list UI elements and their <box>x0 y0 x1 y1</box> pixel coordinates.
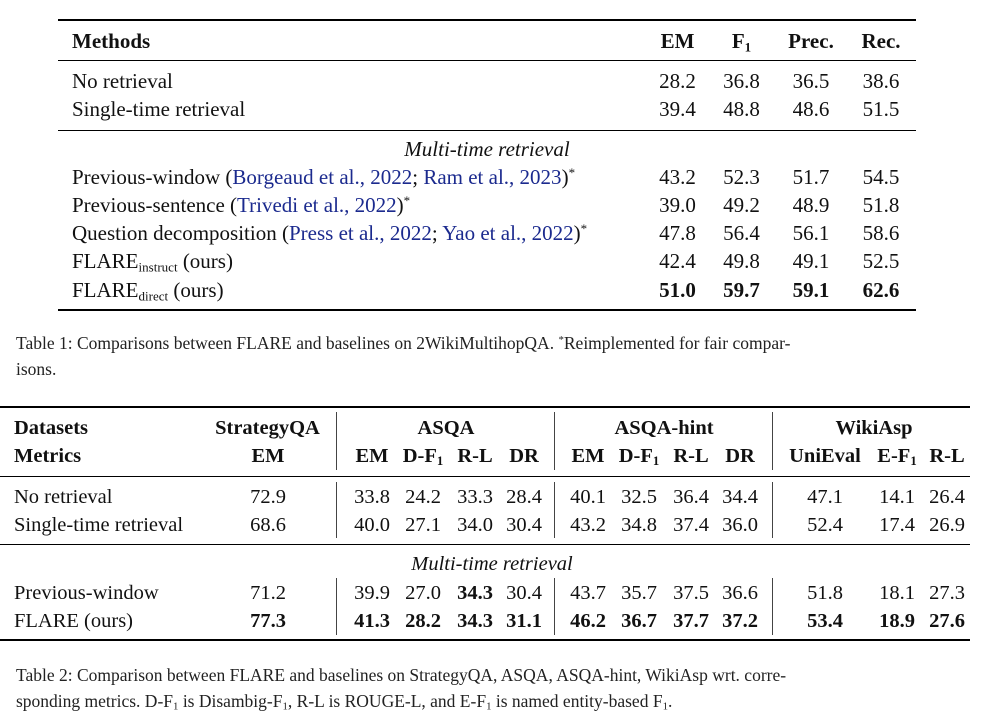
table2-cell: 37.4 <box>673 514 709 536</box>
table2-bottom-rule <box>0 639 970 641</box>
table2-vsep <box>772 482 773 538</box>
table2-metric-hint-dr: DR <box>725 445 755 467</box>
table2-cell: 47.1 <box>807 486 843 508</box>
table2-cell: 37.5 <box>673 582 709 604</box>
table1-cell: 56.1 <box>792 221 830 245</box>
table2-vsep <box>336 482 337 538</box>
table2-cell: 18.1 <box>879 582 915 604</box>
table2-cell: 43.7 <box>570 582 606 604</box>
table2-metric-asqa-em: EM <box>355 445 389 467</box>
table1-cell: 42.4 <box>659 249 696 273</box>
table2-vsep <box>336 412 337 470</box>
table2-cell: 39.9 <box>354 582 390 604</box>
table2-cell: 24.2 <box>405 486 441 508</box>
table2-header-wikiasp: WikiAsp <box>835 417 913 439</box>
table1-cell: 52.3 <box>723 165 760 189</box>
table2-metric-unieval: UniEval <box>789 445 861 467</box>
table2-header-datasets: Datasets <box>14 417 89 439</box>
table1-cell: 49.8 <box>723 249 760 273</box>
table2-cell-best: 37.2 <box>722 610 758 632</box>
table1-cell: 51.7 <box>792 165 830 189</box>
table1-header-rec: Rec. <box>861 29 901 53</box>
table1-cell: 36.8 <box>723 69 760 93</box>
table2-cell-best: 18.9 <box>879 610 915 632</box>
table2-cell-best: 77.3 <box>250 610 286 632</box>
table2-cell: 32.5 <box>621 486 657 508</box>
table2-vsep <box>554 578 555 635</box>
table1-cell: 39.0 <box>659 193 696 217</box>
table1-cell: 36.5 <box>792 69 830 93</box>
citation-link[interactable]: Borgeaud et al., 2022 <box>232 165 413 189</box>
table2-metric-ef1: $E-F_1$ <box>877 445 917 469</box>
table2-metric-hint-df1: $D-F_1$ <box>618 445 660 469</box>
table2-cell: 72.9 <box>250 486 286 508</box>
table2-caption-line1: Table 2: Comparison between FLARE and baselines on StrategyQA, ASQA, ASQA-hint, WikiAsp wrt. corre- <box>16 665 787 685</box>
table2-cell: 26.4 <box>929 486 965 508</box>
table1-cell: 49.1 <box>792 249 830 273</box>
table2-metric-asqa-df1: $D-F_1$ <box>402 445 444 469</box>
table2-cell: 52.4 <box>807 514 843 536</box>
table2-cell: 17.4 <box>879 514 915 536</box>
citation-link[interactable]: Yao et al., 2022 <box>442 221 574 245</box>
table2-cell: 71.2 <box>250 582 286 604</box>
table2-header-rule <box>0 476 970 477</box>
table2-cell: 27.3 <box>929 582 965 604</box>
table1-cell: 49.2 <box>723 193 760 217</box>
table1-row-method: $FLARE_{instruct}$ (ours) <box>72 249 233 275</box>
table2-cell-best: 27.6 <box>929 610 965 632</box>
table2-cell: 43.2 <box>570 514 606 536</box>
table2-vsep <box>772 578 773 635</box>
table1-cell: 48.9 <box>792 193 830 217</box>
table1-cell: 56.4 <box>723 221 760 245</box>
table2-cell: 40.1 <box>570 486 606 508</box>
table2-cell-best: 28.2 <box>405 610 441 632</box>
table1-cell-best: 51.0 <box>659 278 696 302</box>
table2-cell: 36.4 <box>673 486 709 508</box>
table2-cell-best: 41.3 <box>354 610 390 632</box>
table1-cell-best: 59.1 <box>792 278 830 302</box>
table2-cell: 34.8 <box>621 514 657 536</box>
table2-cell-best: 36.7 <box>621 610 657 632</box>
table2-row-name: Single-time retrieval <box>14 514 184 536</box>
table2-cell: 30.4 <box>506 582 542 604</box>
table2-row-name: Previous-window <box>14 582 159 604</box>
table2-header-asqa-hint: ASQA-hint <box>614 417 714 439</box>
table1-header-prec: Prec. <box>788 29 834 53</box>
table1-cell: 48.6 <box>792 97 830 121</box>
table1-row-method: Single-time retrieval <box>72 97 246 121</box>
table2-cell: 35.7 <box>621 582 657 604</box>
table2-cell: 30.4 <box>506 514 542 536</box>
table1-cell-best: 59.7 <box>723 278 760 302</box>
table2-cell: 34.0 <box>457 514 493 536</box>
table1-header-rule <box>58 60 916 61</box>
table2-metric-hint-em: EM <box>571 445 605 467</box>
table2-vsep <box>554 412 555 470</box>
table1-row-method: No retrieval <box>72 69 173 93</box>
table2-top-rule <box>0 406 970 408</box>
table2-cell: 40.0 <box>354 514 390 536</box>
citation-link[interactable]: Trivedi et al., 2022 <box>237 193 397 217</box>
table2-metric-em: EM <box>251 445 285 467</box>
table2-cell: 68.6 <box>250 514 286 536</box>
table2-row-name: No retrieval <box>14 486 113 508</box>
table1-cell: 43.2 <box>659 165 696 189</box>
table2-cell-best: 53.4 <box>807 610 843 632</box>
table1-caption-line2: isons. <box>16 359 57 379</box>
table2-caption-line2: sponding metrics. $D-F_1$ is Disambig-$F_1$, R-L is ROUGE-L, and $E-F_1$ is named entity-based $F_1$. <box>16 691 673 713</box>
table2-cell: 36.0 <box>722 514 758 536</box>
table2-cell: 27.1 <box>405 514 441 536</box>
table1-row-method: Question decomposition (Press et al., 2022; Yao et al., 2022)* <box>72 220 588 245</box>
table1-top-rule <box>58 19 916 21</box>
table2-vsep <box>554 482 555 538</box>
table1-cell: 58.6 <box>862 221 900 245</box>
table1-section-label: Multi-time retrieval <box>404 137 570 161</box>
table2-vsep <box>772 412 773 470</box>
table2-header-strategyqa: StrategyQA <box>215 417 320 439</box>
table2-header-metrics: Metrics <box>14 445 82 467</box>
table2-cell: 51.8 <box>807 582 843 604</box>
table2-cell: 28.4 <box>506 486 542 508</box>
table1-cell: 51.5 <box>862 97 900 121</box>
table1-cell: 52.5 <box>862 249 900 273</box>
table2-section-label: Multi-time retrieval <box>411 553 573 575</box>
table2-cell: 33.3 <box>457 486 493 508</box>
table1-bottom-rule <box>58 309 916 311</box>
table1-row-method: $FLARE_{direct}$ (ours) <box>72 278 224 304</box>
table1-row-method: Previous-window (Borgeaud et al., 2022; Ram et al., 2023)* <box>72 164 576 189</box>
table1-header-em: EM <box>660 29 695 53</box>
table1-row-method: Previous-sentence (Trivedi et al., 2022)* <box>72 192 411 217</box>
citation-link[interactable]: Ram et al., 2023 <box>423 165 562 189</box>
table2-metric-asqa-rl: R-L <box>457 445 493 467</box>
table1-caption-line1: Table 1: Comparisons between FLARE and baselines on 2WikiMultihopQA. *Reimplemented for fair compar- <box>16 333 791 353</box>
table1-cell: 38.6 <box>862 69 900 93</box>
table2-metric-wiki-rl: R-L <box>929 445 965 467</box>
table2-vsep <box>336 578 337 635</box>
table1-cell-best: 62.6 <box>862 278 900 302</box>
table2-cell: 14.1 <box>879 486 915 508</box>
table2-cell-best: 34.3 <box>457 582 493 604</box>
table2-cell: 33.8 <box>354 486 390 508</box>
table1-cell: 51.8 <box>862 193 900 217</box>
table2-cell-best: 31.1 <box>506 610 542 632</box>
table1-header-methods: Methods <box>72 29 151 53</box>
citation-link[interactable]: Press et al., 2022 <box>288 221 432 245</box>
table2-header-asqa: ASQA <box>417 417 475 439</box>
table1-cell: 28.2 <box>659 69 696 93</box>
table2-cell-best: 46.2 <box>570 610 606 632</box>
table2-cell: 26.9 <box>929 514 965 536</box>
table1-cell: 39.4 <box>659 97 696 121</box>
table2-cell: 36.6 <box>722 582 758 604</box>
table2-row-name: FLARE (ours) <box>14 610 134 632</box>
table2-mid-rule <box>0 544 970 545</box>
table2-metric-asqa-dr: DR <box>509 445 539 467</box>
table2-cell-best: 37.7 <box>673 610 709 632</box>
table1-cell: 54.5 <box>862 165 900 189</box>
table2-metric-hint-rl: R-L <box>673 445 709 467</box>
table2-cell: 34.4 <box>722 486 758 508</box>
table1-header-f1: $F_1$ <box>731 29 752 55</box>
table1-mid-rule <box>58 130 916 131</box>
table2-cell: 27.0 <box>405 582 441 604</box>
table1-cell: 47.8 <box>659 221 696 245</box>
table2-cell-best: 34.3 <box>457 610 493 632</box>
table1-cell: 48.8 <box>723 97 760 121</box>
